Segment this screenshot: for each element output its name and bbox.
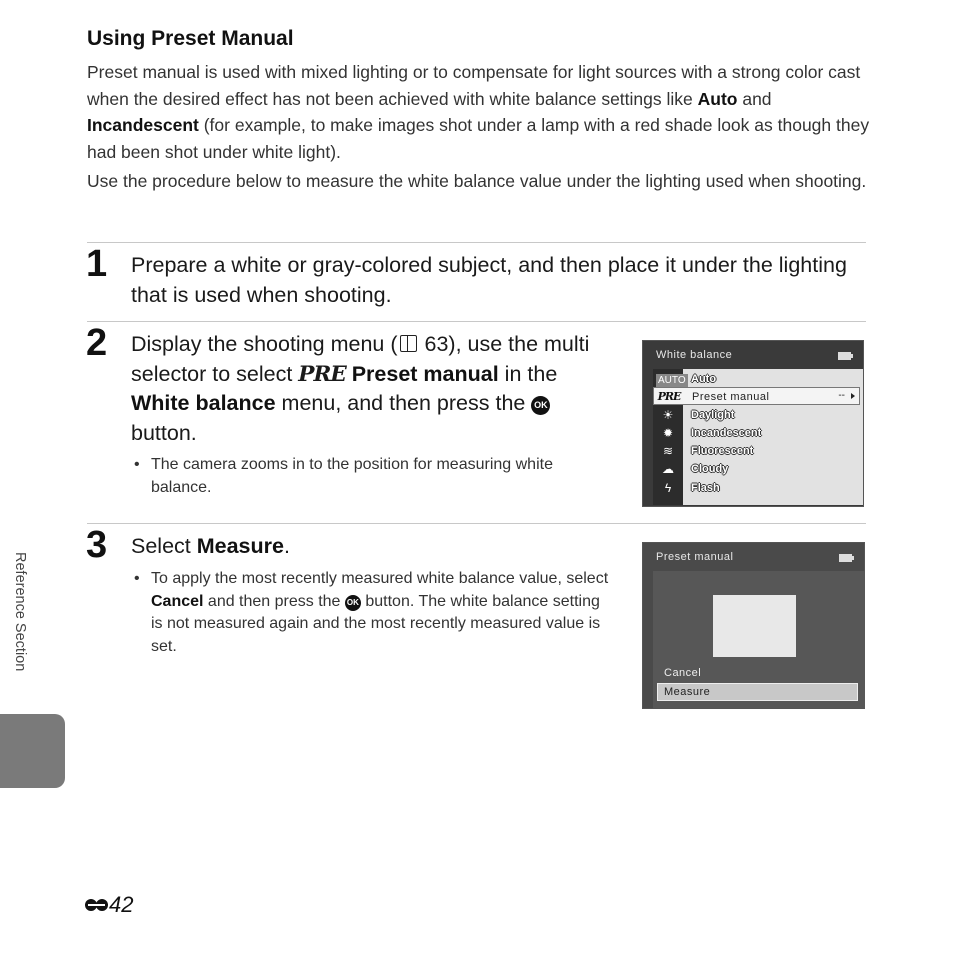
section-title: Using Preset Manual — [87, 27, 294, 50]
step-3-text: Select Measure. — [131, 534, 290, 558]
ok-button-icon: OK — [345, 595, 361, 611]
measure-option[interactable]: Measure — [657, 683, 858, 701]
page-number: 42 — [85, 892, 133, 918]
step-3-number: 3 — [86, 524, 108, 566]
book-icon — [400, 335, 417, 352]
preset-value: -- — [838, 390, 845, 401]
step-2-number: 2 — [86, 322, 108, 364]
wb-option-fluorescent[interactable]: ≋ Fluorescent — [653, 442, 853, 460]
preset-manual-icon: PRE — [298, 361, 346, 387]
divider — [87, 523, 866, 524]
daylight-icon: ☀ — [662, 408, 674, 422]
flash-icon: ϟ — [664, 481, 672, 495]
divider — [87, 242, 866, 243]
step-1-number: 1 — [86, 243, 108, 285]
step-3-bullet: • To apply the most recently measured white balance value, select Cancel and then press the OK button. The white balance setting is not measured again and the most recently measured value is set. — [134, 570, 609, 655]
step-2-bullet: • The camera zooms in to the position for measuring white balance. — [134, 456, 553, 496]
step-2-text: Display the shooting menu ( 63), use the multi selector to select PRE Preset manual in the White balance menu, and then press the OK button. — [131, 332, 590, 445]
wb-option-flash[interactable]: ϟ Flash — [653, 479, 853, 497]
preset-manual-screen — [642, 542, 865, 709]
wb-option-auto[interactable]: AUTO Auto — [653, 370, 853, 388]
battery-icon — [838, 352, 851, 360]
measure-target-frame — [713, 595, 796, 657]
auto-icon: AUTO — [658, 375, 686, 386]
procedure-paragraph: Use the procedure below to measure the white balance value under the lighting used when shooting. — [87, 171, 867, 191]
wb-option-daylight[interactable]: ☀ Daylight — [653, 406, 853, 424]
step-1-text: Prepare a white or gray-colored subject, and then place it under the lighting that is used when shooting. — [131, 253, 847, 307]
ok-button-icon: OK — [531, 396, 550, 415]
white-balance-screen — [642, 340, 864, 507]
preset-manual-icon: PRE — [657, 390, 681, 403]
reference-section-icon — [85, 897, 107, 912]
wb-option-preset-manual[interactable]: PRE Preset manual -- — [653, 387, 860, 405]
section-label: Reference Section — [12, 552, 28, 672]
incandescent-icon: ✹ — [662, 426, 674, 440]
screen-title: Preset manual — [656, 551, 734, 563]
battery-icon — [839, 554, 852, 562]
section-tab — [0, 714, 65, 788]
cancel-option[interactable]: Cancel — [664, 667, 702, 679]
wb-option-cloudy[interactable]: ☁ Cloudy — [653, 460, 853, 478]
screen-title: White balance — [656, 349, 733, 361]
divider — [87, 321, 866, 322]
wb-option-incandescent[interactable]: ✹ Incandescent — [653, 424, 853, 442]
fluorescent-icon: ≋ — [662, 444, 674, 458]
arrow-right-icon — [851, 393, 855, 399]
intro-paragraph: Preset manual is used with mixed lighting or to compensate for light sources with a strong color cast when the desired effect has not been achieved with white balance settings like Auto and Incandescent (for example, to make images shot under a lamp with a red shade look as though they had been shot under white light). — [87, 62, 870, 162]
cloudy-icon: ☁ — [662, 462, 674, 476]
